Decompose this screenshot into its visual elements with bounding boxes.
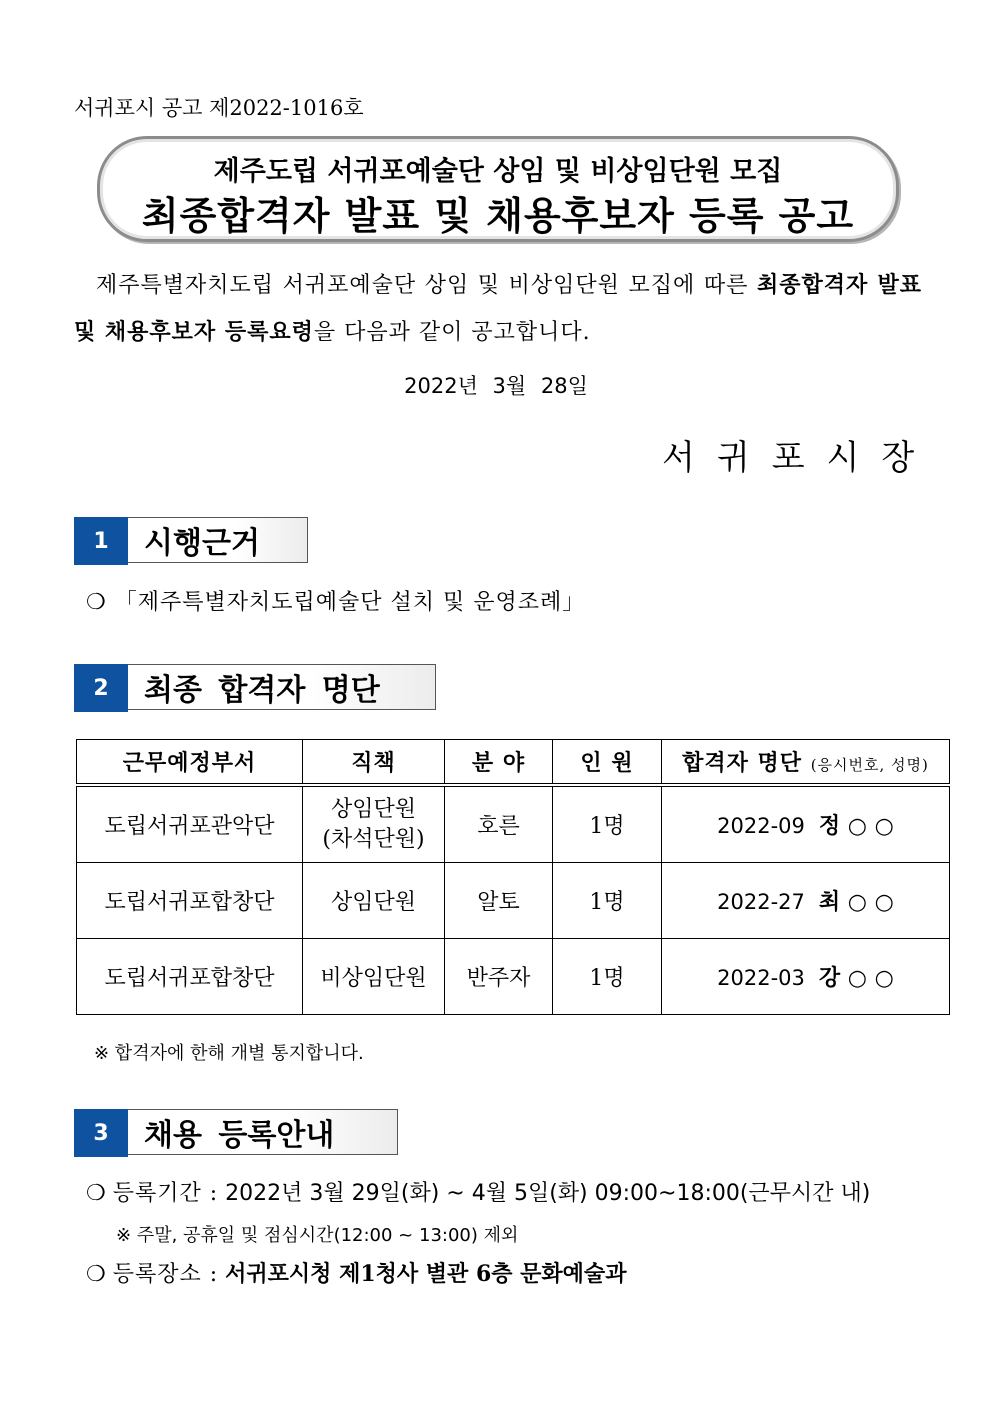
bullet-icon: ❍ [86, 1262, 106, 1287]
section-1-number: 1 [74, 517, 128, 565]
table-row [77, 939, 950, 1015]
section-3-number: 3 [74, 1109, 128, 1157]
period-label: 등록기간 : [112, 1181, 219, 1206]
notice-date: 2022년 3월 28일 [404, 374, 588, 398]
passers-table [76, 739, 950, 1015]
position-main: 상임단원 [330, 796, 416, 822]
cell-position: 비상임단원 [303, 939, 445, 1015]
header-field: 분 야 [445, 740, 553, 786]
section-3-heading [74, 1109, 398, 1157]
cell-count: 1명 [553, 785, 662, 863]
passer-name: 강 ○ ○ [818, 965, 894, 991]
header-dept: 근무예정부서 [77, 740, 303, 786]
notice-number: 서귀포시 공고 제2022-1016호 [74, 96, 364, 120]
section-1-basis [86, 585, 585, 616]
intro-text-1: 제주특별자치도립 서귀포예술단 상임 및 비상임단원 모집에 따른 [96, 273, 757, 298]
cell-passer [662, 863, 950, 939]
table-row [77, 863, 950, 939]
title-line-1: 제주도립 서귀포예술단 상임 및 비상임단원 모집 [213, 156, 783, 187]
passer-name: 최 ○ ○ [818, 889, 894, 915]
cell-dept: 도립서귀포관악단 [77, 785, 303, 863]
section-1-title: 시행근거 [128, 517, 308, 563]
header-passers [662, 740, 950, 786]
exam-number: 2022-27 [717, 890, 805, 914]
intro-text-bold: 최종합격자 발표 및 채용후보자 등록요령 [74, 272, 922, 345]
intro-paragraph [74, 262, 922, 356]
header-passers-note: (응시번호, 성명) [810, 756, 929, 774]
title-box [97, 136, 899, 242]
passer-name: 정 ○ ○ [818, 813, 894, 839]
registration-period [86, 1176, 870, 1207]
intro-text-2: 을 다음과 같이 공고합니다. [313, 320, 591, 345]
cell-position [303, 785, 445, 863]
exam-number: 2022-09 [717, 814, 805, 838]
cell-count: 1명 [553, 863, 662, 939]
cell-field: 반주자 [445, 939, 553, 1015]
period-note: ※ 주말, 공휴일 및 점심시간(12:00 ~ 13:00) 제외 [116, 1225, 519, 1246]
title-line-2: 최종합격자 발표 및 채용후보자 등록 공고 [141, 194, 855, 238]
cell-count: 1명 [553, 939, 662, 1015]
table-header-row [77, 740, 950, 786]
cell-passer [662, 785, 950, 863]
place-label: 등록장소 : [112, 1262, 219, 1287]
section-2-title: 최종 합격자 명단 [128, 664, 436, 710]
cell-passer [662, 939, 950, 1015]
cell-position: 상임단원 [303, 863, 445, 939]
table-note: ※ 합격자에 한해 개별 통지합니다. [94, 1043, 364, 1064]
exam-number: 2022-03 [717, 966, 805, 990]
issuer-name: 서귀포시장 [662, 438, 937, 478]
period-value: 2022년 3월 29일(화) ~ 4월 5일(화) 09:00~18:00(근무시간 내) [225, 1181, 871, 1206]
section-3-title: 채용 등록안내 [128, 1109, 398, 1155]
cell-dept: 도립서귀포합창단 [77, 863, 303, 939]
header-count: 인 원 [553, 740, 662, 786]
header-position: 직책 [303, 740, 445, 786]
place-value: 서귀포시청 제1청사 별관 6층 문화예술과 [225, 1261, 627, 1287]
position-sub: (차석단원) [322, 826, 425, 852]
bullet-icon: ❍ [86, 590, 107, 615]
section-2-number: 2 [74, 664, 128, 712]
section-1-heading [74, 517, 308, 565]
section-2-heading [74, 664, 436, 712]
cell-field: 알토 [445, 863, 553, 939]
basis-text: 「제주특별자치도립예술단 설치 및 운영조례」 [114, 590, 586, 615]
cell-field: 호른 [445, 785, 553, 863]
cell-dept: 도립서귀포합창단 [77, 939, 303, 1015]
bullet-icon: ❍ [86, 1181, 106, 1206]
table-row [77, 785, 950, 863]
header-passers-label: 합격자 명단 [682, 750, 803, 776]
registration-place [86, 1257, 626, 1288]
